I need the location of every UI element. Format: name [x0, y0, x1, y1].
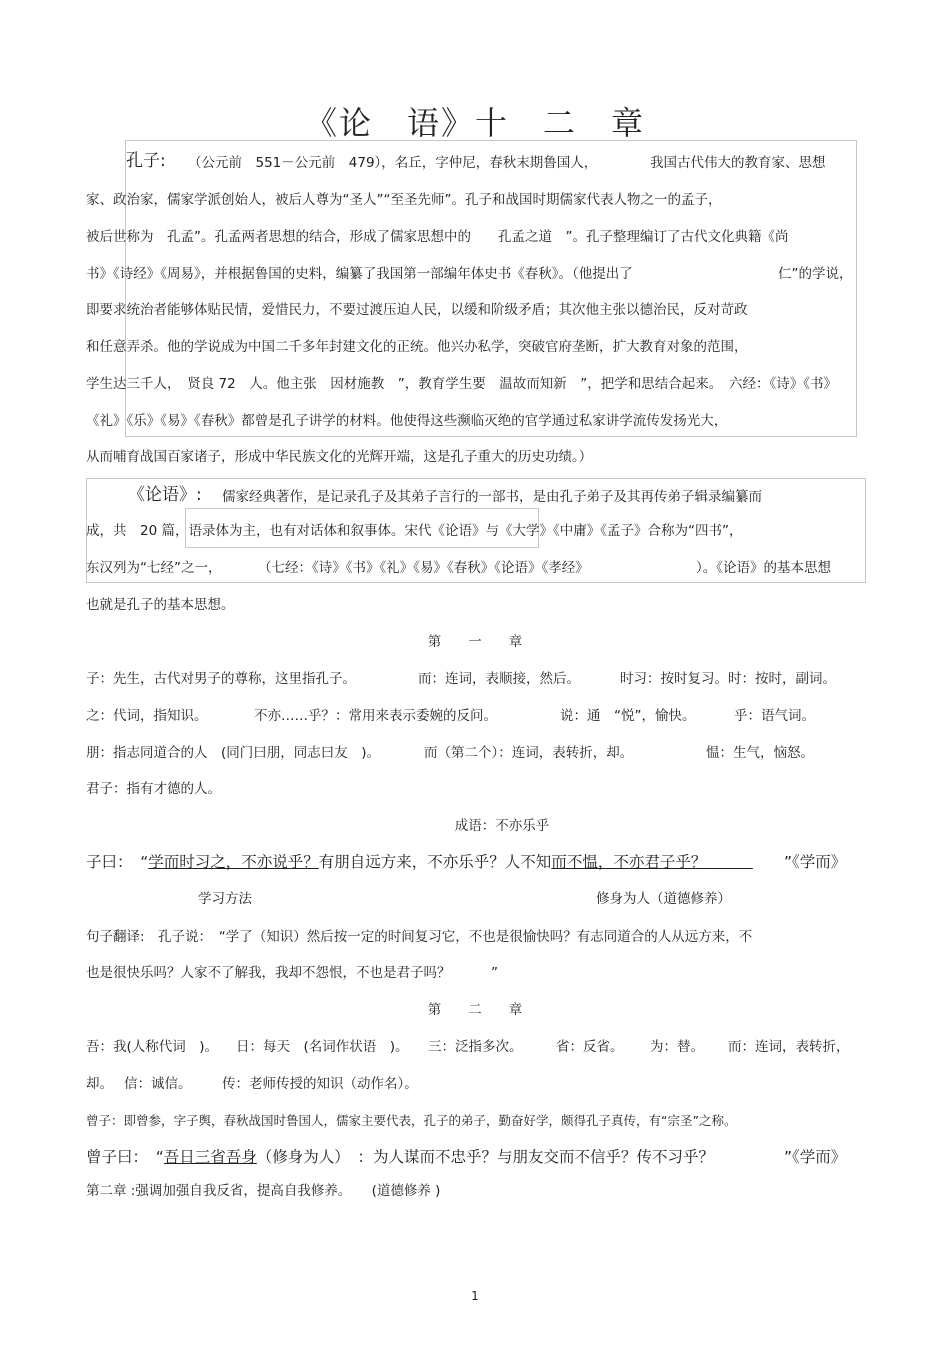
chapter2-heading: 第 二 章 [427, 1002, 523, 1018]
quote-underlined-self-reflection: 吾日三省吾身 [163, 1148, 257, 1166]
quote-underline-tail [706, 853, 753, 871]
ch1-note: 君子：指有才德的人。 [86, 781, 221, 797]
kongzi-line9: 从而哺育战国百家诸子，形成中华民族文化的光辉开端，这是孔子重大的历史功绩。） [86, 449, 593, 465]
quote-underlined-study: 学而时习之，不亦说乎？ [148, 853, 319, 871]
ch2-note: 而：连词，表转折， [728, 1039, 850, 1055]
page-title: 《论 语》十 二 章 [304, 104, 645, 142]
ch2-quote [86, 1148, 714, 1166]
ch1-quote [86, 853, 753, 871]
ch1-note: 之：代词，指知识。 [86, 708, 208, 724]
ch2-note: 信：诚信。 [124, 1076, 192, 1092]
lunyu-line2: 成，共 20 篇，语录体为主，也有对话体和叙事体。宋代《论语》与《大学》《中庸》《孟子》合称为“四书”， [86, 523, 743, 539]
page-number: 1 [471, 1289, 479, 1303]
kongzi-line3: 被后世称为 孔孟”。孔孟两者思想的结合，形成了儒家思想中的 孔孟之道 ”。孔子整理编订了古代文化典籍《尚 [86, 229, 789, 245]
ch2-note: 传：老师传授的知识（动作名）。 [222, 1076, 418, 1092]
lunyu-line1: 儒家经典著作，是记录孔子及其弟子言行的一部书，是由孔子弟子及其再传弟子辑录编纂而 [222, 489, 762, 505]
kongzi-line4b: 仁”的学说， [778, 266, 853, 282]
kongzi-line7: 学生达三千人， 贤良 72 人。他主张 因材施教 ”，教育学生要 温故而知新 ”，把学和思结合起来。 六经：《诗》《书》 [86, 376, 837, 392]
ch1-note: 而：连词，表顺接，然后。 [418, 671, 580, 687]
kongzi-line4a: 书》《诗经》《周易》，并根据鲁国的史料，编纂了我国第一部编年体史书《春秋》。（他提出了 [86, 266, 633, 282]
lunyu-line3b: （七经：《诗》《书》《礼》《易》《春秋》《论语》《孝经》 [258, 560, 589, 576]
tag-self-cultivation: 修身为人（道德修养） [596, 891, 731, 907]
kongzi-line2: 家、政治家，儒家学派创始人，被后人尊为“圣人”“至圣先师”。孔子和战国时期儒家代表人物之一的孟子， [86, 192, 722, 208]
ch1-note: 时习：按时复习。时：按时，副词。 [620, 671, 836, 687]
ch1-note: 乎：语气词。 [734, 708, 815, 724]
ch1-note: 子：先生，古代对男子的尊称，这里指孔子。 [86, 671, 356, 687]
ch2-note: 吾：我(人称代词 )。 [86, 1039, 219, 1055]
quote-rest: （修身为人） ：为人谋而不忠乎？与朋友交而不信乎？传不习乎？ [256, 1148, 715, 1166]
chapter1-heading: 第 一 章 [427, 634, 523, 650]
ch1-quote-source: ”《学而》 [784, 853, 847, 871]
chapter2-summary: 第二章 :强调加强自我反省，提高自我修养。 (道德修养 ) [86, 1183, 441, 1199]
ch2-note: 却。 [86, 1076, 113, 1092]
zengzi-note: 曾子：即曾参，字子舆，春秋战国时鲁国人，儒家主要代表，孔子的弟子，勤奋好学，颇得孔子真传，有“宗圣”之称。 [86, 1113, 737, 1128]
ch2-note: 省：反省。 [556, 1039, 624, 1055]
translation-line1: 句子翻译: 孔子说： “学了（知识）然后按一定的时间复习它，不也是很愉快吗？有志同道合的人从远方来，不 [86, 929, 753, 945]
quote-prefix: 曾子曰： “ [86, 1148, 164, 1166]
quote-underlined-virtue: 而不愠，不亦君子乎？ [551, 853, 707, 871]
ch2-note: 为：替。 [650, 1039, 704, 1055]
kongzi-line6: 和任意弄杀。他的学说成为中国二千多年封建文化的正统。他兴办私学，突破官府垄断，扩大教育对象的范围， [86, 339, 748, 355]
ch1-note: 说：通 “悦”，愉快。 [560, 708, 696, 724]
kongzi-line5: 即要求统治者能够体贴民情，爱惜民力，不要过渡压迫人民，以缓和阶级矛盾；其次他主张以德治民，反对苛政 [86, 302, 748, 318]
kongzi-label: 孔子: [126, 151, 166, 171]
kongzi-line1a: （公元前 551－公元前 479），名丘，字仲尼，春秋末期鲁国人， [188, 155, 598, 171]
quote-middle: 有朋自远方来，不亦乐乎？人不知 [318, 853, 552, 871]
ch1-note: 不亦……乎？：常用来表示委婉的反问。 [254, 708, 497, 724]
ch2-note: 三：泛指多次。 [428, 1039, 523, 1055]
lunyu-line3c: ）。《论语》的基本思想 [696, 560, 831, 576]
ch1-note: 而（第二个）：连词，表转折，却。 [424, 745, 634, 761]
idiom-line: 成语：不亦乐乎 [454, 818, 550, 834]
ch1-note: 朋：指志同道合的人 (同门曰朋，同志曰友 )。 [86, 745, 381, 761]
lunyu-label: 《论语》: [128, 485, 202, 505]
tag-study-method: 学习方法 [198, 891, 252, 907]
quote-prefix: 子曰： “ [86, 853, 149, 871]
translation-line2: 也是很快乐吗？人家不了解我，我却不怨恨，不也是君子吗？ ” [86, 965, 498, 981]
ch1-note: 愠：生气，恼怒。 [706, 745, 814, 761]
ch2-quote-source: ”《学而》 [784, 1148, 847, 1166]
ch2-note: 日：每天 (名词作状语 )。 [236, 1039, 409, 1055]
kongzi-line1b: 我国古代伟大的教育家、思想 [650, 155, 826, 171]
kongzi-line8: 《礼》《乐》《易》《春秋》都曾是孔子讲学的材料。他使得这些濒临灭绝的官学通过私家讲学流传发扬光大， [86, 413, 728, 429]
lunyu-line3a: 东汉列为“七经”之一， [86, 560, 222, 576]
lunyu-line4: 也就是孔子的基本思想。 [86, 597, 235, 613]
